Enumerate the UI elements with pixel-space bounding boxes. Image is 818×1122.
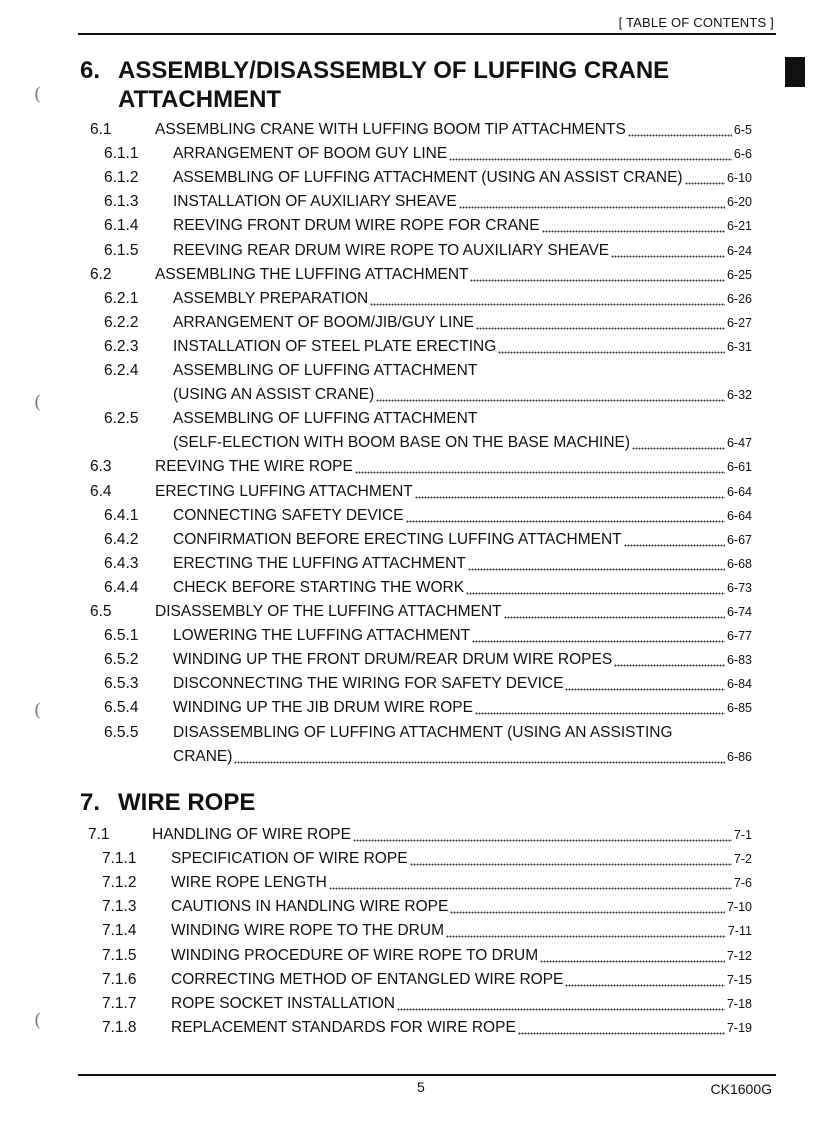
toc-entry-title: DISCONNECTING THE WIRING FOR SAFETY DEVICE (173, 675, 564, 693)
binder-hole-mark: ( (34, 84, 42, 105)
toc-entry-title: REEVING THE WIRE ROPE (155, 458, 353, 476)
toc-entry-number: 6.4.1 (104, 506, 139, 524)
toc-entry-page: 7-10 (726, 900, 752, 915)
footer-rule (78, 1074, 776, 1076)
binder-hole-mark: ( (34, 1010, 42, 1031)
toc-dot-leader (614, 653, 725, 667)
chapter-6-number: 6. (80, 57, 101, 84)
toc-entry-title: ASSEMBLING OF LUFFING ATTACHMENT (173, 362, 478, 379)
toc-entry-title: (USING AN ASSIST CRANE) (173, 386, 375, 404)
toc-entry-number: 6.5.3 (104, 675, 139, 693)
toc-entry-page: 6-85 (726, 701, 752, 716)
toc-entry[interactable] (102, 919, 752, 943)
toc-entry[interactable] (173, 383, 752, 407)
toc-entry-number: 6.3 (90, 458, 112, 476)
toc-entry-page: 7-11 (727, 924, 752, 939)
toc-entry-title: REEVING FRONT DRUM WIRE ROPE FOR CRANE (173, 217, 540, 235)
toc-entry[interactable] (90, 455, 752, 479)
toc-entry[interactable] (104, 672, 752, 696)
toc-entry-number: 6.5.1 (104, 627, 139, 645)
toc-entry-title: INSTALLATION OF STEEL PLATE ERECTING (173, 337, 497, 355)
toc-entry-number: 6.2.5 (104, 410, 139, 428)
toc-entry-page: 6-61 (726, 460, 752, 475)
toc-entry[interactable] (90, 263, 752, 287)
toc-dot-leader (518, 1021, 725, 1035)
toc-entry[interactable] (104, 166, 752, 190)
toc-dot-leader (415, 485, 725, 499)
toc-dot-leader (234, 750, 725, 764)
chapter-7-title-line1: WIRE ROPE (118, 789, 256, 816)
toc-entry-page: 6-73 (726, 580, 752, 595)
toc-entry-page: 7-6 (733, 876, 752, 891)
toc-dot-leader (370, 292, 725, 306)
toc-entry-number: 6.1.4 (104, 217, 139, 235)
toc-dot-leader (565, 677, 725, 691)
toc-entry-number: 7.1 (88, 826, 110, 843)
toc-entry-title: ROPE SOCKET INSTALLATION (171, 994, 395, 1012)
toc-dot-leader (565, 973, 725, 987)
toc-entry[interactable] (173, 431, 752, 455)
toc-entry-number: 7.1.7 (102, 994, 137, 1012)
toc-entry-number: 7.1.8 (102, 1018, 137, 1036)
toc-entry-number: 6.4.3 (104, 554, 139, 572)
header-rule (78, 33, 776, 35)
toc-entry-number: 7.1.3 (102, 898, 137, 916)
toc-entry-number: 7.1.5 (102, 946, 137, 964)
toc-entry-page: 6-5 (733, 123, 752, 137)
toc-entry-number: 6.4.4 (104, 578, 139, 596)
toc-entry[interactable] (102, 847, 752, 871)
toc-entry-title: WINDING PROCEDURE OF WIRE ROPE TO DRUM (171, 946, 539, 964)
toc-entry-page: 6-24 (726, 243, 752, 258)
toc-entry[interactable] (104, 359, 752, 383)
toc-entry[interactable] (102, 895, 752, 919)
toc-entry-title: ASSEMBLING THE LUFFING ATTACHMENT (155, 265, 469, 283)
toc-dot-leader (632, 436, 725, 450)
chapter-6-heading (80, 56, 669, 114)
toc-entry-title: LOWERING THE LUFFING ATTACHMENT (173, 627, 471, 645)
binder-hole-mark: ( (34, 700, 42, 721)
toc-entry-title: WIRE ROPE LENGTH (171, 874, 327, 892)
toc-entry-title: ERECTING THE LUFFING ATTACHMENT (173, 554, 466, 572)
toc-entry[interactable] (104, 311, 752, 335)
toc-entry-page: 7-1 (733, 828, 752, 842)
toc-entry-number: 6.5.4 (104, 699, 139, 717)
toc-entry[interactable] (90, 118, 752, 142)
toc-dot-leader (406, 509, 725, 523)
toc-entry-page: 6-6 (733, 147, 752, 162)
toc-dot-leader (329, 876, 732, 890)
toc-entry[interactable] (102, 944, 752, 968)
footer-model: CK1600G (710, 1081, 772, 1097)
toc-entry-page: 6-84 (726, 677, 752, 692)
toc-entry-page: 6-74 (726, 605, 752, 619)
toc-entry[interactable] (104, 142, 752, 166)
toc-entry-title: WINDING UP THE JIB DRUM WIRE ROPE (173, 699, 473, 717)
chapter-6-title-line1: ASSEMBLY/DISASSEMBLY OF LUFFING CRANE (118, 57, 670, 84)
toc-entry[interactable] (102, 871, 752, 895)
toc-dot-leader (446, 924, 726, 938)
toc-entry-title: WINDING WIRE ROPE TO THE DRUM (171, 922, 444, 940)
toc-entry[interactable] (104, 504, 752, 528)
toc-entry-title: DISASSEMBLY OF THE LUFFING ATTACHMENT (155, 603, 502, 620)
toc-entry[interactable] (104, 624, 752, 648)
toc-entry-page: 6-20 (726, 195, 752, 210)
toc-dot-leader (624, 533, 725, 547)
toc-dot-leader (449, 147, 732, 161)
toc-dot-leader (376, 388, 725, 402)
toc-entry-page: 6-32 (726, 388, 752, 403)
toc-entry-title: CRANE) (173, 747, 233, 765)
toc-entry-page: 6-68 (726, 556, 752, 571)
toc-entry-number: 6.1.2 (104, 169, 139, 187)
toc-dot-leader (540, 949, 725, 963)
toc-entry[interactable] (88, 823, 752, 847)
toc-dot-leader (353, 828, 732, 842)
toc-dot-leader (476, 316, 725, 330)
toc-dot-leader (450, 900, 725, 914)
toc-entry-number: 6.1.1 (104, 145, 139, 163)
toc-entry[interactable] (104, 528, 752, 552)
toc-entry-number: 6.4 (90, 482, 112, 500)
toc-entry-title: REEVING REAR DRUM WIRE ROPE TO AUXILIARY SHEAVE (173, 241, 610, 259)
toc-entry-page: 6-67 (726, 532, 752, 547)
toc-entry-number: 6.2.3 (104, 337, 139, 355)
toc-entry-number: 6.5.2 (104, 651, 139, 669)
binder-hole-mark: ( (34, 392, 42, 413)
toc-dot-leader (685, 171, 725, 185)
toc-entry-page: 6-64 (726, 508, 752, 523)
toc-entry-title: CHECK BEFORE STARTING THE WORK (173, 578, 465, 596)
toc-dot-leader (628, 123, 732, 137)
toc-entry-title: REPLACEMENT STANDARDS FOR WIRE ROPE (171, 1018, 516, 1036)
toc-entry[interactable] (104, 576, 752, 600)
toc-entry-title: SPECIFICATION OF WIRE ROPE (171, 850, 408, 868)
toc-entry[interactable] (102, 968, 752, 992)
chapter-tab-marker (785, 57, 805, 87)
toc-entry-page: 6-77 (726, 629, 752, 644)
toc-entry[interactable] (104, 287, 752, 311)
toc-entry[interactable] (102, 992, 752, 1016)
toc-entry[interactable] (90, 480, 752, 504)
toc-entry-title: HANDLING OF WIRE ROPE (152, 826, 351, 843)
toc-entry-page: 7-2 (733, 852, 752, 867)
toc-entry-page: 6-27 (726, 315, 752, 330)
chapter-7-heading (80, 788, 255, 817)
toc-entry-title: ASSEMBLING OF LUFFING ATTACHMENT (173, 410, 478, 428)
toc-entry-title: ARRANGEMENT OF BOOM GUY LINE (173, 145, 448, 163)
toc-entry-page: 7-12 (726, 948, 752, 963)
toc-entry-page: 7-15 (726, 972, 752, 987)
toc-entry-title: CONFIRMATION BEFORE ERECTING LUFFING ATTACHMENT (173, 530, 622, 548)
toc-entry-number: 6.2.1 (104, 289, 139, 307)
toc-entry-title: CONNECTING SAFETY DEVICE (173, 506, 404, 524)
toc-entry-page: 6-26 (726, 291, 752, 306)
toc-entry-page: 6-21 (726, 219, 752, 234)
toc-entry[interactable] (102, 1016, 752, 1040)
toc-entry-page: 6-64 (726, 484, 752, 499)
toc-entry-number: 6.1.5 (104, 241, 139, 259)
toc-entry-page: 7-19 (726, 1020, 752, 1035)
toc-dot-leader (410, 852, 732, 866)
footer-page-number: 5 (417, 1079, 425, 1095)
toc-entry-title: ERECTING LUFFING ATTACHMENT (155, 482, 413, 500)
toc-dot-leader (498, 340, 725, 354)
toc-entry-page: 6-25 (726, 267, 752, 282)
toc-entry[interactable] (104, 407, 752, 431)
toc-entry[interactable] (104, 335, 752, 359)
toc-entry-title: CAUTIONS IN HANDLING WIRE ROPE (171, 898, 449, 916)
toc-entry-page: 6-47 (726, 436, 752, 451)
toc-entry-title: ASSEMBLING CRANE WITH LUFFING BOOM TIP ATTACHMENTS (155, 121, 626, 138)
toc-dot-leader (611, 244, 725, 258)
toc-entry[interactable] (104, 721, 752, 745)
toc-entry-title: DISASSEMBLING OF LUFFING ATTACHMENT (USING AN ASSISTING (173, 723, 673, 741)
toc-entry-title: ASSEMBLING OF LUFFING ATTACHMENT (USING AN ASSIST CRANE) (173, 169, 683, 187)
toc-entry[interactable] (104, 648, 752, 672)
toc-entry-title: CORRECTING METHOD OF ENTANGLED WIRE ROPE (171, 970, 564, 988)
toc-dot-leader (468, 557, 725, 571)
toc-dot-leader (459, 195, 725, 209)
toc-entry-number: 7.1.1 (102, 850, 137, 868)
toc-entry-number: 6.5 (90, 603, 112, 620)
toc-entry-number: 6.2 (90, 265, 112, 283)
toc-dot-leader (475, 701, 725, 715)
toc-entry-number: 6.1 (90, 121, 112, 138)
toc-entry[interactable] (90, 600, 752, 624)
chapter-7-number: 7. (80, 789, 101, 816)
toc-entry-number: 7.1.4 (102, 922, 137, 940)
header-label: [ TABLE OF CONTENTS ] (618, 15, 774, 30)
toc-entry-page: 6-10 (726, 171, 752, 186)
toc-entry-number: 7.1.2 (102, 874, 137, 892)
toc-dot-leader (542, 219, 725, 233)
toc-entry[interactable] (104, 552, 752, 576)
toc-entry-title: ARRANGEMENT OF BOOM/JIB/GUY LINE (173, 313, 474, 331)
toc-entry[interactable] (104, 239, 752, 263)
toc-dot-leader (470, 268, 724, 282)
toc-entry-page: 6-83 (726, 653, 752, 668)
toc-entry-number: 6.2.4 (104, 362, 139, 379)
toc-entry-page: 6-31 (726, 339, 752, 354)
toc-dot-leader (355, 460, 725, 474)
toc-entry-title: INSTALLATION OF AUXILIARY SHEAVE (173, 193, 457, 211)
toc-entry-number: 6.5.5 (104, 723, 139, 741)
toc-entry[interactable] (173, 745, 752, 769)
toc-dot-leader (472, 629, 725, 643)
toc-dot-leader (397, 997, 725, 1011)
chapter-6-title-line2: ATTACHMENT (118, 86, 282, 113)
toc-entry[interactable] (104, 214, 752, 238)
toc-entry-number: 7.1.6 (102, 970, 137, 988)
toc-entry-number: 6.4.2 (104, 530, 139, 548)
toc-dot-leader (466, 581, 725, 595)
toc-dot-leader (504, 605, 725, 619)
toc-entry-page: 6-86 (726, 749, 752, 764)
toc-entry-number: 6.1.3 (104, 193, 139, 211)
toc-entry[interactable] (104, 190, 752, 214)
toc-entry-title: WINDING UP THE FRONT DRUM/REAR DRUM WIRE ROPES (173, 651, 613, 669)
toc-entry-page: 7-18 (726, 996, 752, 1011)
toc-entry-title: ASSEMBLY PREPARATION (173, 289, 369, 307)
toc-entry[interactable] (104, 696, 752, 720)
toc-entry-title: (SELF-ELECTION WITH BOOM BASE ON THE BASE MACHINE) (173, 434, 631, 452)
toc-entry-number: 6.2.2 (104, 313, 139, 331)
